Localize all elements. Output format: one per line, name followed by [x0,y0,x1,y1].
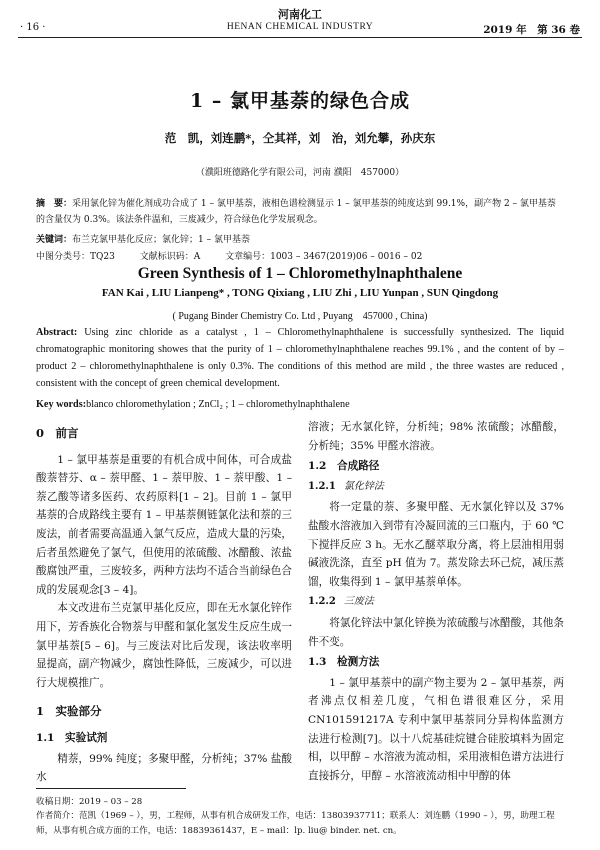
keywords-cn-label: 关键词： [36,235,73,245]
detection-method-paragraph: 1 – 氯甲基萘中的副产物主要为 2 – 氯甲基萘，两者沸点仅相差几度，气相色谱很难区分，采用 CN101591217A 专利中氯甲基萘同分异构体监测方法进行检测[7]。以十八烷基硅烷键合硅胶填料为固定相，以甲醇 – 水溶液为流动相，采用液相色谱方法进行直接拆分，甲醇 – 水溶液流动相中甲醇的体 [308,676,564,782]
three-waste-method-paragraph: 将氯化锌法中氯化锌换为浓硫酸与冰醋酸，其他条件不变。 [308,616,564,648]
abstract-en-label: Abstract: [36,327,78,338]
page-number: · 16 · [20,22,46,33]
footnote-rule [36,788,186,789]
keywords-cn [36,232,564,245]
received-date: 收稿日期：2019 – 03 – 28 [36,797,143,807]
year-volume: 2019 年 第 36 卷 [483,24,580,36]
section-1-2-2-heading [308,593,564,612]
section-1-2-2-number: 1.2.2 [308,596,336,608]
section-1-2-1-heading [308,478,564,497]
abstract-en [36,324,564,392]
section-1-2-2-title: 三废法 [343,596,374,608]
intro-paragraph-1: 1 – 氯甲基萘是重要的有机合成中间体，可合成盐酸萘替芬、α – 萘甲醛、1 – 萘甲胺、1 – 萘甲酸、1 – 萘乙酸等诸多医药、农药原料[1 – 2]。目前 1 – 氯甲基萘的合成路线主要有 1 – 甲基萘侧链氯化法和萘的三废法，前者需要高温通入氯气反应，造成大量的污染，后者虽然避免了氯气，但使用的浓硫酸、冰醋酸、浓盐酸腐蚀严重，三废较多，两种方法均不适合当前绿色合成的发展观念[3 – 4]。 [36,453,292,596]
keywords-en-text: blanco chloromethylation ; ZnCl₂ ; 1 – chloromethylnaphthalene [86,399,350,410]
affiliation-cn: （濮阳班德路化学有限公司，河南 濮阳 457000） [195,168,405,178]
reagents-paragraph-end: 溶液；无水氯化锌，分析纯；98% 浓硫酸；冰醋酸，分析纯；35% 甲醛水溶液。 [308,421,564,452]
section-0-heading: 0 前言 [36,426,79,440]
section-1-2-1-number: 1.2.1 [308,480,336,492]
body-column-left [36,418,292,787]
section-1-1-heading: 1.1 实验试剂 [36,731,108,744]
intro-paragraph-2: 本文改进布兰克氯甲基化反应，即在无水氯化锌作用下，芳香族化合物萘与甲醛和氯化氢发生反应生成一氯甲基萘[5 – 6]。与三废法对比后发现，该法收率明显提高，副产物减少，腐蚀性降低，三废减少，可以进行大规模推广。 [36,602,292,689]
clc-number: 中图分类号：TQ23 [36,252,115,262]
journal-name-en: HENAN CHEMICAL INDUSTRY [226,22,374,32]
abstract-en-text: Using zinc chloride as a catalyst , 1 – Chloromethylnaphthalene is successfully synthesized. The liquid chromatographic monitoring showes that the purity of 1 – chloromethylnaphthalene reaches 99.1% , and the content of by – product 2 – chloromethylnaphthalene is only 0.3%. The conditions of this method are mild , the three wastes are reduced , consistent with the concept of green chemical development. [36,327,564,389]
keywords-en [36,399,564,410]
classification-line [36,249,564,262]
affiliation-en: ( Pugang Binder Chemistry Co. Ltd , Puyang 457000 , China) [172,311,428,322]
authors-en: FAN Kai , LIU Lianpeng* , TONG Qixiang , LIU Zhi , LIU Yunpan , SUN Qingdong [101,287,499,299]
section-1-3-heading: 1.3 检测方法 [308,656,380,669]
journal-name: 河南化工 [278,8,322,21]
document-code: 文献标识码：A [139,252,201,262]
header-rule [18,37,582,38]
abstract-cn-label: 摘 要： [36,199,73,209]
section-1-2-heading: 1.2 合成路径 [308,460,380,473]
keywords-cn-text: 布兰克氯甲基化反应；氯化锌；1 – 氯甲基萘 [72,235,250,245]
paper-title-cn: 1 – 氯甲基萘的绿色合成 [190,90,410,112]
authors-cn: 范 凯，刘连鹏*，仝其祥，刘 治，刘允攀，孙庆东 [164,131,436,145]
abstract-cn-text: 采用氯化锌为催化剂成功合成了 1 – 氯甲基萘，液相色谱检测显示 1 – 氯甲基萘的纯度达到 99.1%，副产物 2 – 氯甲基萘的含量仅为 0.3%。该法条件温和，三废减少，符合绿色化学发展观念。 [36,199,556,225]
body-column-right [308,418,564,785]
author-info: 作者简介：范凯（1969 – ），男，工程师，从事有机合成研发工作，电话：13803937711；联系人：刘连鹏（1990 – ），男，助理工程师，从事有机合成方面的工作，电话：18839361437，E – mail：lp. liu@ binder. net. cn。 [36,811,555,836]
abstract-cn [36,196,564,228]
article-number: 文章编号：1003 – 3467(2019)06 – 0016 – 02 [225,252,423,262]
section-1-heading: 1 实验部分 [36,704,102,719]
zinc-chloride-method-paragraph: 将一定量的萘、多聚甲醛、无水氯化锌以及 37% 盐酸水溶液加入到带有冷凝回流的三口瓶内，于 60 ℃ 下搅拌反应 3 h。无水乙醚萃取分离，将上层油相用弱碱液洗涤，直至 pH 值为 7。蒸发除去环己烷，减压蒸馏，收集得到 1 – 氯甲基萘单体。 [308,501,564,588]
section-1-2-1-title: 氯化锌法 [343,480,384,492]
paper-title-en: Green Synthesis of 1 – Chloromethylnaphthalene [137,265,463,282]
reagents-paragraph-start: 精萘，99% 纯度；多聚甲醛，分析纯；37% 盐酸水 [36,752,292,784]
keywords-en-label: Key words: [36,399,87,410]
